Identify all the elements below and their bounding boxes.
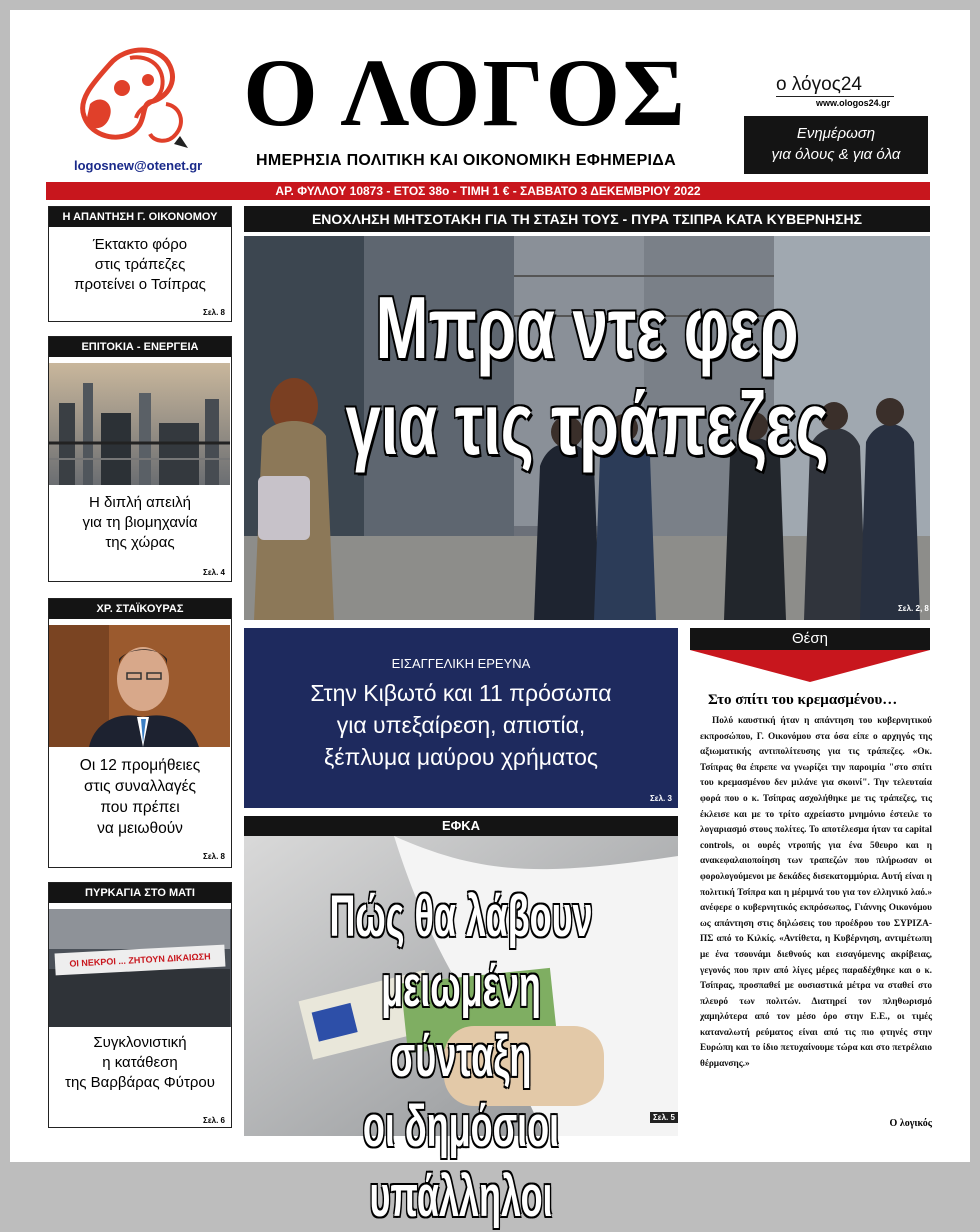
investigation-line: ξέπλυμα μαύρου χρήματος <box>324 744 598 770</box>
slogan-line-1: Ενημέρωση <box>796 125 876 142</box>
sidebar-box-header: ΧΡ. ΣΤΑΪΚΟΥΡΑΣ <box>49 599 231 619</box>
sidebar-box-text <box>49 493 231 553</box>
sidebar-line: Συγκλονιστική <box>93 1034 187 1051</box>
sidebar-box-3[interactable] <box>48 598 232 868</box>
page-ref: Σελ. 8 <box>203 308 225 317</box>
main-headline <box>340 280 834 472</box>
sidebar-line: που πρέπει <box>100 799 180 816</box>
main-story-kicker: ΕΝΟΧΛΗΣΗ ΜΗΤΣΟΤΑΚΗ ΓΙΑ ΤΗ ΣΤΑΣΗ ΤΟΥΣ - ΠΥΡΑ ΤΣΙΠΡΑ ΚΑΤΑ ΚΥΒΕΡΝΗΣΗΣ <box>244 206 930 232</box>
logo-faces-icon <box>70 44 200 156</box>
sidebar-line: η κατάθεση <box>102 1054 178 1071</box>
sidebar-line: της χώρας <box>105 534 175 551</box>
sidebar-box-header: ΕΠΙΤΟΚΙΑ - ΕΝΕΡΓΕΙΑ <box>49 337 231 357</box>
masthead-subtitle: ΗΜΕΡΗΣΙΑ ΠΟΛΙΤΙΚΗ ΚΑΙ ΟΙΚΟΝΟΜΙΚΗ ΕΦΗΜΕΡΙΔΑ <box>256 152 676 169</box>
sidebar-box-text <box>49 235 231 295</box>
sidebar-line: Οι 12 προμήθειες <box>79 757 201 774</box>
page-ref: Σελ. 8 <box>203 852 225 861</box>
sidebar-line: Έκτακτο φόρο <box>92 236 188 253</box>
sidebar-line: στις τράπεζες <box>94 256 186 273</box>
page-ref: Σελ. 4 <box>203 568 225 577</box>
editorial-title: Στο σπίτι του κρεμασμένου… <box>708 692 898 708</box>
issue-info-bar: ΑΡ. ΦΥΛΛΟΥ 10873 - ΕΤΟΣ 38ο - ΤΙΜΗ 1 € - ΣΑΒΒΑΤΟ 3 ΔΕΚΕΜΒΡΙΟΥ 2022 <box>46 182 930 200</box>
thesi-label: Θέση <box>792 630 828 647</box>
efka-headline-line-2: οι δημόσιοι υπάλληλοι <box>362 1094 560 1229</box>
sidebar-box-header: Η ΑΠΑΝΤΗΣΗ Γ. ΟΙΚΟΝΟΜΟΥ <box>49 207 231 227</box>
investigation-line: Στην Κιβωτό και 11 πρόσωπα <box>310 680 612 706</box>
editorial-body: Πολύ καυστική ήταν η απάντηση του κυβερνητικού εκπροσώπου, Γ. Οικονόμου στα όσα είπε ο αρχηγός της αξιωματικής αντιπολίτευσης για τις τράπεζες. «Οκ. Τσίπρας θα έπρεπε να γνωρίζει την παροιμία "στο σπίτι του κρεμασμένου δεν μιλάνε για σκοινί". Την τελευταία φορά που ο κ. Τσίπρας ασχολήθηκε με τις τράπεζες, τις έκλεισε και με το τρίτο αχρείαστο μνημόνιο έστειλε το λογαριασμό στους πολίτες. Το αποτέλεσμα ήταν τα capital controls, οι ουρές ντροπής για ένα 50ευρο και η ανακεφαλαιοποίηση των τραπεζών που πλήρωσαν οι φορολογούμενοι με δεκάδες δισεκατομμύρια. Αυτή είναι η πολιτική Τσίπρα και η μέριμνά του για τον ελληνικό λαό.» ανέφερε ο κυβερνητικός εκπρόσωπος, Γιάννης Οικονόμου ως απάντηση στις δηλώσεις του προέδρου του ΣΥΡΙΖΑ-ΠΣ από το Κιλκίς. «Αντίθετα, η Κυβέρνηση, αντιμέτωπη με ένα τσουνάμι διεθνούς και εισαγόμενης ακρίβειας, γεγονός που πριν από λίγες μέρες παραδέχθηκε και ο κ. Τσίπρας, προσπαθεί με ουσιαστικά μέτρα να σταθεί στο πλευρό των πολιτών. Διατηρεί τον πληθωρισμό χαμηλότερα από τον μέσο όρο στην Ε.Ε., οι τιμές καταναλωτή ρεύματος είναι από τις πιο φτηνές στην Ευρώπη και το ίδιο πετυχαίνουμε τώρα και στο πετρέλαιο θέρμανσης.» <box>700 716 932 1070</box>
masthead-title: Ο ΛΟΓΟΣ <box>243 39 687 146</box>
front-page <box>10 10 970 1229</box>
efka-page-ref: Σελ. 5 <box>650 1112 678 1123</box>
sidebar-line: προτείνει ο Τσίπρας <box>74 276 206 293</box>
sidebar-box-text <box>49 755 231 839</box>
slogan-box <box>744 116 928 174</box>
sidebar-box-header: ΠΥΡΚΑΓΙΑ ΣΤΟ ΜΑΤΙ <box>49 883 231 903</box>
sidebar-line: Η διπλή απειλή <box>89 494 191 511</box>
efka-headline-line-1: Πώς θα λάβουν μειωμένη σύνταξη <box>329 884 593 1089</box>
sidebar-box-4[interactable] <box>48 882 232 1128</box>
investigation-box[interactable] <box>244 628 678 808</box>
sidebar-box-2[interactable] <box>48 336 232 582</box>
protest-banner: ΟΙ ΝΕΚΡΟΙ ... ΖΗΤΟΥΝ ΔΙΚΑΙΩΣΗ <box>55 945 226 976</box>
online-url[interactable]: www.ologos24.gr <box>816 98 891 108</box>
photo-sky <box>49 909 230 949</box>
sidebar-line: να μειωθούν <box>97 820 183 837</box>
fire-protest-photo <box>49 909 231 1027</box>
slogan-line-2: για όλους & για όλα <box>771 146 901 163</box>
main-headline-line-1: Μπρα ντε φερ <box>375 278 799 377</box>
contact-email[interactable]: logosnew@otenet.gr <box>74 158 203 173</box>
investigation-page-ref: Σελ. 3 <box>650 794 672 803</box>
editorial-signature: Ο λογικός <box>889 1118 932 1129</box>
sidebar-box-text <box>49 1033 231 1093</box>
investigation-line: για υπεξαίρεση, απιστία, <box>336 712 586 738</box>
sidebar-box-1[interactable] <box>48 206 232 322</box>
page-ref: Σελ. 6 <box>203 1116 225 1125</box>
investigation-kicker: ΕΙΣΑΓΓΕΛΙΚΗ ΕΡΕΥΝΑ <box>391 656 531 671</box>
main-headline-line-2: για τις τράπεζες <box>345 374 829 473</box>
refinery-photo <box>49 363 230 485</box>
online-logo[interactable] <box>776 60 916 120</box>
efka-headline <box>326 882 595 1232</box>
main-page-ref: Σελ. 2, 8 <box>898 604 929 613</box>
sidebar-line: της Βαρβάρας Φύτρου <box>65 1074 215 1091</box>
portrait-photo <box>49 625 230 747</box>
online-logo-rule <box>776 96 894 97</box>
efka-header: ΕΦΚΑ <box>244 816 678 836</box>
online-logo-text: ο λόγος24 <box>776 74 862 95</box>
investigation-title <box>244 677 678 773</box>
photo-ground <box>49 969 230 1027</box>
sidebar-line: για τη βιομηχανία <box>82 514 198 531</box>
sidebar-line: στις συναλλαγές <box>83 778 197 795</box>
